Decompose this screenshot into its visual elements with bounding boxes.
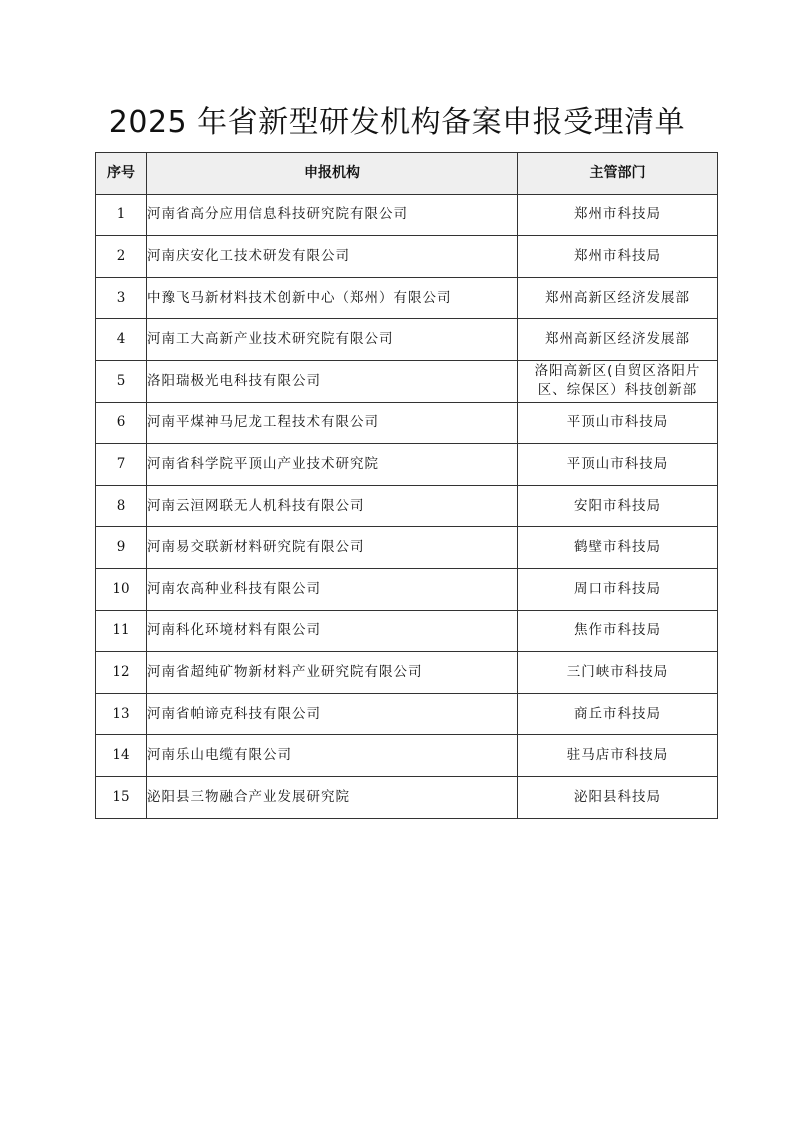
- row-index: 15: [96, 776, 147, 818]
- table-row: [96, 652, 718, 694]
- row-index: 11: [96, 610, 147, 652]
- row-index: 8: [96, 485, 147, 527]
- row-index: 12: [96, 652, 147, 694]
- row-index: 10: [96, 568, 147, 610]
- row-department: 平顶山市科技局: [518, 444, 718, 486]
- table-row: [96, 610, 718, 652]
- table-row: [96, 735, 718, 777]
- header-organization: 申报机构: [147, 153, 518, 195]
- row-index: 7: [96, 444, 147, 486]
- row-organization: 中豫飞马新材料技术创新中心（郑州）有限公司: [147, 277, 518, 319]
- table-row: [96, 194, 718, 236]
- row-department: 鹤壁市科技局: [518, 527, 718, 569]
- row-department: 洛阳高新区(自贸区洛阳片区、综保区）科技创新部: [518, 360, 718, 402]
- row-organization: 河南云洹网联无人机科技有限公司: [147, 485, 518, 527]
- row-department: 焦作市科技局: [518, 610, 718, 652]
- row-organization: 河南庆安化工技术研发有限公司: [147, 236, 518, 278]
- table-row: [96, 776, 718, 818]
- row-index: 6: [96, 402, 147, 444]
- row-department: 驻马店市科技局: [518, 735, 718, 777]
- row-department: 周口市科技局: [518, 568, 718, 610]
- row-department: 商丘市科技局: [518, 693, 718, 735]
- table-row: [96, 402, 718, 444]
- row-organization: 河南平煤神马尼龙工程技术有限公司: [147, 402, 518, 444]
- row-index: 5: [96, 360, 147, 402]
- table-row: [96, 360, 718, 402]
- row-organization: 泌阳县三物融合产业发展研究院: [147, 776, 518, 818]
- row-department: 三门峡市科技局: [518, 652, 718, 694]
- row-department: 安阳市科技局: [518, 485, 718, 527]
- row-organization: 河南省超纯矿物新材料产业研究院有限公司: [147, 652, 518, 694]
- row-index: 13: [96, 693, 147, 735]
- table-header-row: [96, 153, 718, 195]
- row-organization: 河南省高分应用信息科技研究院有限公司: [147, 194, 518, 236]
- row-index: 3: [96, 277, 147, 319]
- row-organization: 洛阳瑞极光电科技有限公司: [147, 360, 518, 402]
- table-row: [96, 527, 718, 569]
- row-index: 4: [96, 319, 147, 361]
- table-row: [96, 277, 718, 319]
- row-index: 2: [96, 236, 147, 278]
- table-row: [96, 319, 718, 361]
- row-organization: 河南易交联新材料研究院有限公司: [147, 527, 518, 569]
- row-department: 郑州市科技局: [518, 194, 718, 236]
- row-department: 郑州市科技局: [518, 236, 718, 278]
- header-department: 主管部门: [518, 153, 718, 195]
- row-organization: 河南科化环境材料有限公司: [147, 610, 518, 652]
- row-organization: 河南乐山电缆有限公司: [147, 735, 518, 777]
- row-department: 郑州高新区经济发展部: [518, 277, 718, 319]
- row-department: 郑州高新区经济发展部: [518, 319, 718, 361]
- row-organization: 河南省帕谛克科技有限公司: [147, 693, 518, 735]
- table-row: [96, 236, 718, 278]
- header-index: 序号: [96, 153, 147, 195]
- row-department: 平顶山市科技局: [518, 402, 718, 444]
- row-organization: 河南省科学院平顶山产业技术研究院: [147, 444, 518, 486]
- table-row: [96, 444, 718, 486]
- row-organization: 河南农高种业科技有限公司: [147, 568, 518, 610]
- table-row: [96, 485, 718, 527]
- row-index: 9: [96, 527, 147, 569]
- table-row: [96, 693, 718, 735]
- document-title: 2025 年省新型研发机构备案申报受理清单: [108, 105, 686, 140]
- row-organization: 河南工大高新产业技术研究院有限公司: [147, 319, 518, 361]
- row-index: 1: [96, 194, 147, 236]
- applications-table: [95, 152, 718, 819]
- table-row: [96, 568, 718, 610]
- row-department: 泌阳县科技局: [518, 776, 718, 818]
- row-index: 14: [96, 735, 147, 777]
